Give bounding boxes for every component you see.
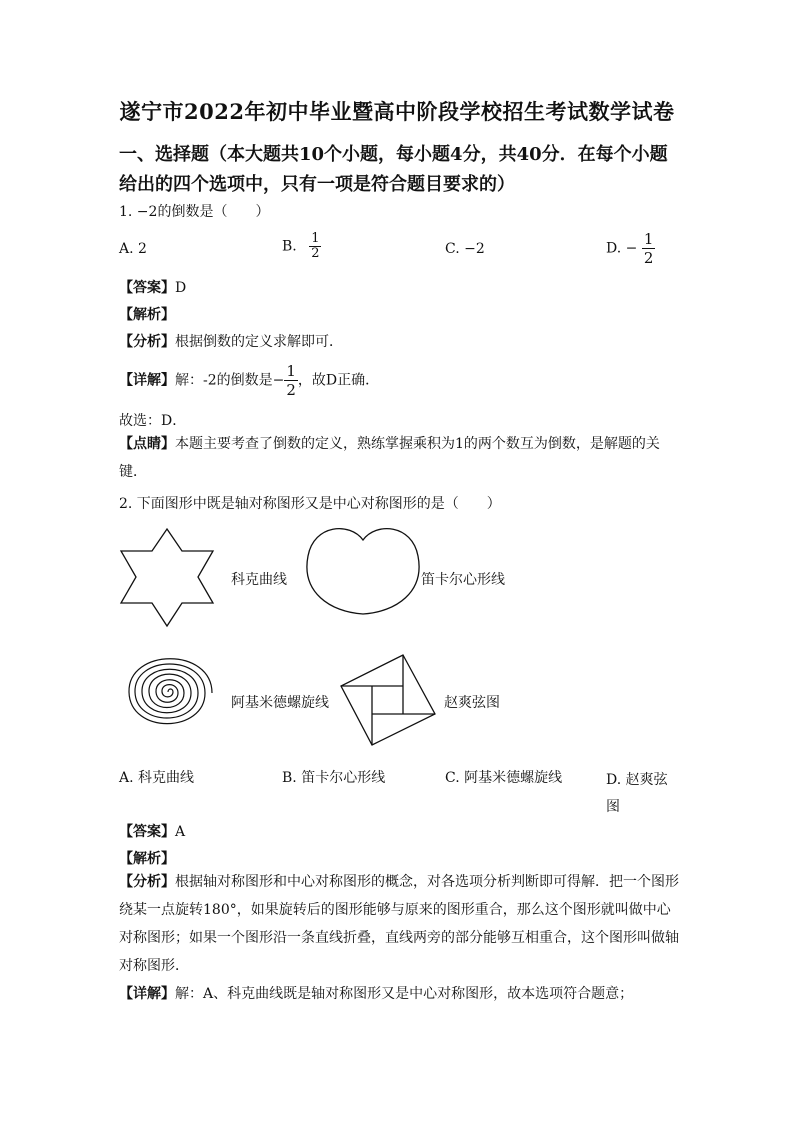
detail-tag: 【详解】 <box>119 986 175 1002</box>
detail-text: 解：-2的倒数是− <box>175 372 285 389</box>
q1-option-b-prefix: B. <box>282 238 297 255</box>
archimedean-spiral-figure <box>129 659 212 724</box>
detail-text-end: ，故D正确． <box>297 372 380 389</box>
q2-analysis-tag: 【解析】 <box>119 851 175 867</box>
zhao-shuang-figure <box>341 655 435 745</box>
q1-analysis-tag: 【解析】 <box>119 307 175 323</box>
q1-conclusion: 故选：D． <box>119 413 187 429</box>
fraction-denominator: 2 <box>311 246 320 261</box>
q1-option-c: C. −2 <box>445 241 485 257</box>
fenxi-tag: 【分析】 <box>119 874 175 890</box>
fraction-numerator: 1 <box>311 231 320 246</box>
detail-text: 解：A、科克曲线既是轴对称图形又是中心对称图形，故本选项符合题意； <box>175 986 634 1002</box>
comment-text: 本题主要考查了倒数的定义，熟练掌握乘积为1的两个数互为倒数，是解题的关键． <box>119 436 660 480</box>
koch-curve-figure <box>121 529 213 626</box>
answer-value: A <box>175 824 186 840</box>
fraction-denominator: 2 <box>643 249 654 267</box>
fraction-numerator: 1 <box>643 230 654 248</box>
answer-tag: 【答案】 <box>119 280 175 296</box>
comment-tag: 【点睛】 <box>119 436 175 452</box>
q2-option-c: C. 阿基米德螺旋线 <box>445 770 563 786</box>
fenxi-tag: 【分析】 <box>119 334 175 350</box>
detail-tag: 【详解】 <box>119 372 175 389</box>
fig-label-koch: 科克曲线 <box>231 572 287 588</box>
section-heading: 一、选择题（本大题共10个小题，每小题4分，共40分．在每个小题给出的四个选项中，只有一项是符合题目要求的） <box>119 144 668 195</box>
q2-answer <box>119 821 185 841</box>
fraction-numerator: 1 <box>286 362 296 380</box>
fenxi-text: 根据倒数的定义求解即可． <box>175 334 343 350</box>
q2-option-b: B. 笛卡尔心形线 <box>282 770 386 786</box>
q2-detail <box>119 980 679 1008</box>
page-title: 遂宁市2022年初中毕业暨高中阶段学校招生考试数学试卷 <box>119 99 675 124</box>
answer-value: D <box>175 280 187 296</box>
q2-fenxi <box>119 868 679 980</box>
question-1-stem: 1. −2的倒数是（ ） <box>119 204 270 220</box>
fig-label-spiral: 阿基米德螺旋线 <box>231 695 329 711</box>
q2-option-d: D. 赵爽弦图 <box>606 772 668 815</box>
question-2-stem: 2. 下面图形中既是轴对称图形又是中心对称图形的是（ ） <box>119 496 501 512</box>
q1-option-a: A. 2 <box>119 241 147 257</box>
fig-label-cardioid: 笛卡尔心形线 <box>421 572 505 588</box>
q2-option-a: A. 科克曲线 <box>119 770 195 786</box>
q1-option-d-prefix: D. − <box>606 240 638 257</box>
fraction-denominator: 2 <box>286 381 296 399</box>
fig-label-zhao: 赵爽弦图 <box>444 695 500 711</box>
fenxi-text: 根据轴对称图形和中心对称图形的概念，对各选项分析判断即可得解．把一个图形绕某一点旋转180°，如果旋转后的图形能够与原来的图形重合，那么这个图形就叫做中心对称图形；如果一个图形沿一条直线折叠，直线两旁的部分能够互相重合，这个图形叫做轴对称图形． <box>119 874 679 974</box>
cardioid-figure <box>307 529 419 614</box>
answer-tag: 【答案】 <box>119 824 175 840</box>
